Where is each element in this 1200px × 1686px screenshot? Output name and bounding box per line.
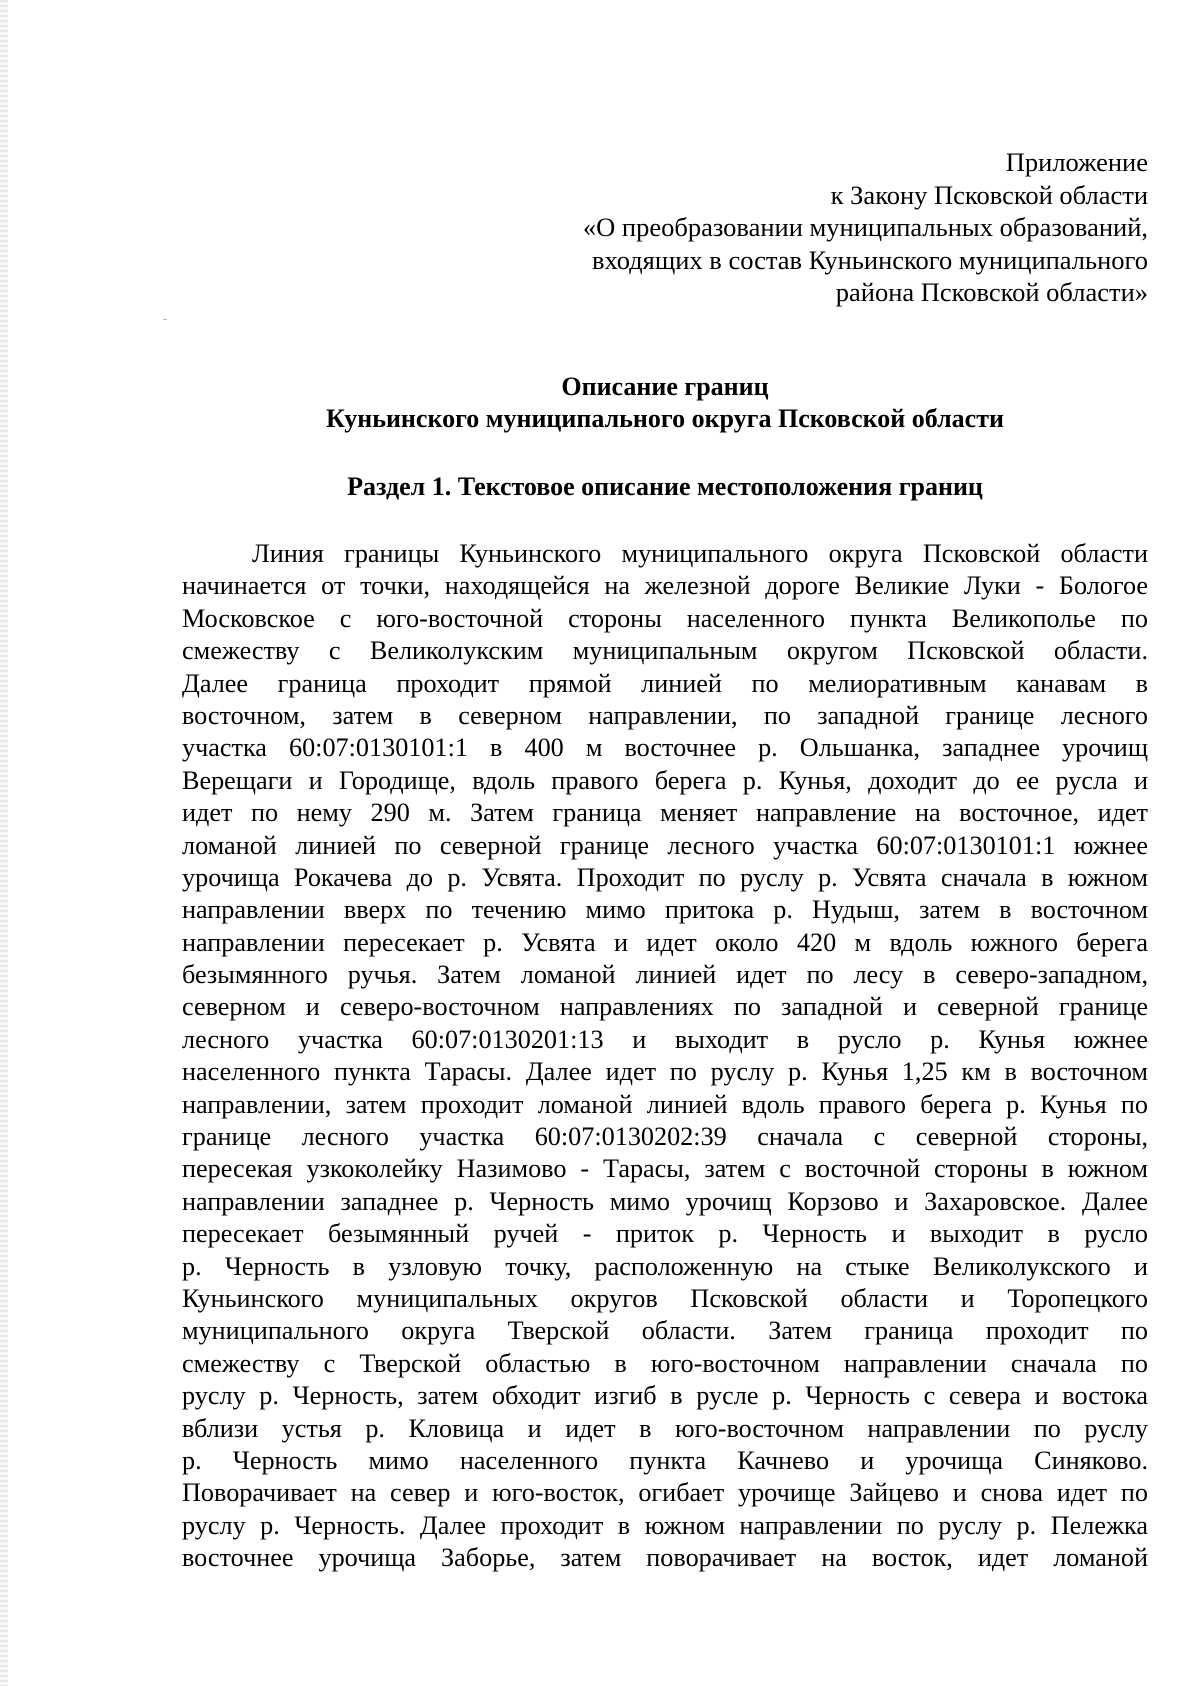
paragraph-line: р. Черность в узловую точку, расположенную на стыке Великолукского и [182, 1251, 1148, 1281]
paragraph-line: Далее граница проходит прямой линией по мелиоративным канавам в [182, 668, 1148, 698]
body-paragraph [182, 538, 1148, 1575]
scan-speck [163, 319, 167, 320]
paragraph-line: направлении вверх по течению мимо притока р. Нудыш, затем в восточном [182, 895, 1148, 925]
paragraph-line: населенного пункта Тарасы. Далее идет по руслу р. Кунья 1,25 км в восточном [182, 1057, 1148, 1087]
paragraph-line: руслу р. Черность, затем обходит изгиб в русле р. Черность с севера и востока [182, 1381, 1148, 1411]
paragraph-line: участка 60:07:0130101:1 в 400 м восточнее р. Ольшанка, западнее урочищ [182, 733, 1148, 763]
paragraph-line: Верещаги и Городище, вдоль правого берега р. Кунья, доходит до ее русла и [182, 765, 1148, 795]
paragraph-line: Куньинского муниципальных округов Псковской области и Торопецкого [182, 1283, 1148, 1313]
paragraph-line: ломаной линией по северной границе лесного участка 60:07:0130101:1 южнее [182, 830, 1148, 860]
paragraph-line: смежеству с Тверской областью в юго-восточном направлении сначала по [182, 1348, 1148, 1378]
paragraph-line: пересекает безымянный ручей - приток р. Черность и выходит в русло [182, 1219, 1148, 1249]
paragraph-line: направлении, затем проходит ломаной линией вдоль правого берега р. Кунья по [182, 1089, 1148, 1119]
paragraph-line: урочища Рокачева до р. Усвята. Проходит по руслу р. Усвята сначала в южном [182, 862, 1148, 892]
paragraph-line: северном и северо-восточном направлениях по западной и северной границе [182, 992, 1148, 1022]
appendix-header [448, 146, 1148, 309]
paragraph-line: р. Черность мимо населенного пункта Качнево и урочища Синяково. [182, 1445, 1148, 1475]
paragraph-line: границе лесного участка 60:07:0130202:39 сначала с северной стороны, [182, 1122, 1148, 1152]
appendix-header-line: входящих в состав Куньинского муниципального [591, 244, 1148, 275]
document-title-line-1: Описание границ [561, 372, 769, 401]
paragraph-line: вблизи устья р. Кловица и идет в юго-восточном направлении по руслу [182, 1413, 1148, 1443]
appendix-header-line: района Псковской области» [835, 277, 1148, 307]
appendix-header-line: к Закону Псковской области [830, 179, 1148, 210]
section-heading: Раздел 1. Текстовое описание местоположения границ [347, 472, 983, 501]
paragraph-line: пересекая узкоколейку Назимово - Тарасы, затем с восточной стороны в южном [182, 1154, 1148, 1184]
paragraph-line: лесного участка 60:07:0130201:13 и выходит в русло р. Кунья южнее [182, 1024, 1148, 1054]
paragraph-line: Московское с юго-восточной стороны населенного пункта Великополье по [182, 603, 1148, 633]
paragraph-line: муниципального округа Тверской области. Затем граница проходит по [182, 1316, 1148, 1346]
paragraph-line: Линия границы Куньинского муниципального округа Псковской области [252, 539, 1148, 568]
paragraph-line: направлении западнее р. Черность мимо урочищ Корзово и Захаровское. Далее [182, 1186, 1148, 1216]
paragraph-line: смежеству с Великолукским муниципальным округом Псковской области. [182, 636, 1148, 666]
paragraph-line: направлении пересекает р. Усвята и идет около 420 м вдоль южного берега [182, 927, 1148, 957]
paragraph-line: восточном, затем в северном направлении, по западной границе лесного [182, 700, 1148, 730]
paragraph-line: начинается от точки, находящейся на железной дороге Великие Луки - Бологое [182, 571, 1148, 601]
paragraph-line: восточнее урочища Заборье, затем поворачивает на восток, идет ломаной [182, 1543, 1148, 1573]
paragraph-line: идет по нему 290 м. Затем граница меняет направление на восточное, идет [182, 798, 1148, 828]
appendix-header-line: Приложение [1005, 147, 1148, 177]
paragraph-line: безымянного ручья. Затем ломаной линией идет по лесу в северо-западном, [182, 960, 1148, 990]
appendix-header-line: «О преобразовании муниципальных образований, [582, 212, 1148, 242]
paragraph-line: руслу р. Черность. Далее проходит в южном направлении по руслу р. Пележка [182, 1510, 1148, 1540]
document-title [182, 371, 1148, 435]
scan-edge-artifact [0, 0, 8, 1686]
document-title-line-2: Куньинского муниципального округа Псковской области [326, 404, 1004, 433]
paragraph-line: Поворачивает на север и юго-восток, огибает урочище Зайцево и снова идет по [182, 1478, 1148, 1508]
